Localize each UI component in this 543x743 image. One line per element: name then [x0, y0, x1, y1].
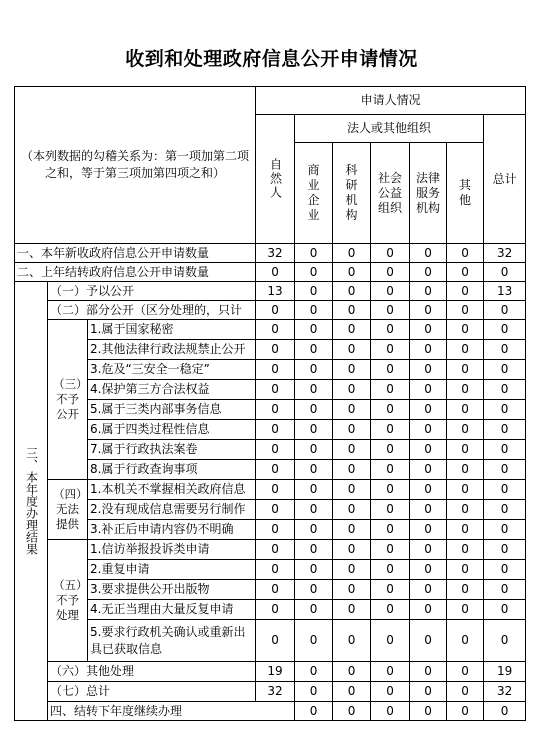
cell-business: 0: [295, 420, 333, 440]
cell-public-welfare: 0: [371, 282, 410, 301]
table-row: [15, 400, 526, 420]
cell-legal-service: 0: [410, 340, 447, 360]
cell-total: 0: [484, 360, 526, 380]
cell-natural-person: 0: [256, 380, 295, 400]
cell-business: 0: [295, 360, 333, 380]
table-row: [15, 340, 526, 360]
row-label: 四、结转下年度继续办理: [48, 702, 295, 721]
header-legal-entity: 法人或其他组织: [295, 115, 484, 143]
cell-total: 0: [484, 620, 526, 662]
cell-legal-service: 0: [410, 500, 447, 520]
table-row: [15, 380, 526, 400]
cell-public-welfare: 0: [371, 263, 410, 282]
cell-research: 0: [371, 702, 410, 721]
row-label: 5.属于三类内部事务信息: [88, 400, 256, 420]
cell-research: 0: [333, 560, 371, 580]
cell-total: 0: [484, 460, 526, 480]
cell-total: 0: [484, 540, 526, 560]
cell-research: 0: [333, 460, 371, 480]
table-row: [15, 682, 526, 702]
cell-research: 0: [333, 320, 371, 340]
row-label: 2.没有现成信息需要另行制作: [88, 500, 256, 520]
table-row: [15, 702, 526, 721]
cell-total: 13: [484, 282, 526, 301]
row-label: 1.本机关不掌握相关政府信息: [88, 480, 256, 500]
cell-business: 0: [295, 440, 333, 460]
cell-research: 0: [333, 301, 371, 320]
cell-public-welfare: 0: [371, 380, 410, 400]
row-label: 4.无正当理由大量反复申请: [88, 600, 256, 620]
table-row: [15, 420, 526, 440]
cell-other: 0: [447, 360, 484, 380]
cell-total: 0: [484, 440, 526, 460]
cell-legal-service: 0: [410, 320, 447, 340]
cell-natural-person: 0: [256, 320, 295, 340]
cell-natural-person: 0: [256, 420, 295, 440]
table-row: [15, 460, 526, 480]
cell-research: 0: [333, 682, 371, 702]
table-row: [15, 244, 526, 263]
cell-natural-person: 0: [256, 500, 295, 520]
cell-natural-person: 0: [295, 702, 333, 721]
row-label: 6.属于四类过程性信息: [88, 420, 256, 440]
cell-natural-person: 0: [256, 301, 295, 320]
cell-total: 0: [484, 480, 526, 500]
cell-other: 0: [447, 301, 484, 320]
cell-other: 0: [447, 244, 484, 263]
cell-total: 0: [484, 580, 526, 600]
row-label: （七）总计: [48, 682, 256, 702]
table-row: [15, 620, 526, 662]
row-label: 2.其他法律行政法规禁止公开: [88, 340, 256, 360]
row-label: （六）其他处理: [48, 662, 256, 682]
cell-other: 0: [447, 620, 484, 662]
table-row: [15, 662, 526, 682]
cell-business: 0: [295, 600, 333, 620]
cell-business: 0: [295, 682, 333, 702]
table-row: [15, 360, 526, 380]
header-note: （本列数据的勾稽关系为：第一项加第二项之和，等于第三项加第四项之和）: [15, 87, 256, 244]
table-row: [15, 560, 526, 580]
cell-legal-service: 0: [410, 480, 447, 500]
cell-legal-service: 0: [410, 301, 447, 320]
header-natural-person: 自然人: [256, 115, 295, 244]
cell-natural-person: 0: [256, 560, 295, 580]
cell-legal-service: 0: [410, 682, 447, 702]
page-title: 收到和处理政府信息公开申请情况: [125, 48, 418, 70]
row-label: 8.属于行政查询事项: [88, 460, 256, 480]
cell-business: 0: [295, 540, 333, 560]
cell-research: 0: [333, 244, 371, 263]
row-label: 一、本年新收政府信息公开申请数量: [15, 244, 256, 263]
header-applicant: 申请人情况: [256, 87, 526, 115]
cell-public-welfare: 0: [371, 320, 410, 340]
cell-total: 0: [484, 500, 526, 520]
cell-total: 0: [484, 320, 526, 340]
cell-public-welfare: 0: [371, 301, 410, 320]
cell-business: 0: [295, 500, 333, 520]
cell-public-welfare: 0: [371, 440, 410, 460]
cell-research: 0: [333, 620, 371, 662]
section-3-label: 三、本年度办理结果: [15, 282, 48, 721]
cell-legal-service: 0: [410, 662, 447, 682]
row-label: 7.属于行政执法案卷: [88, 440, 256, 460]
cell-business: 0: [295, 244, 333, 263]
cell-other: 0: [447, 340, 484, 360]
table-row: [15, 320, 526, 340]
cell-natural-person: 0: [256, 360, 295, 380]
cell-business: 0: [295, 520, 333, 540]
cell-total: 0: [484, 301, 526, 320]
cell-legal-service: 0: [447, 702, 484, 721]
cell-legal-service: 0: [410, 360, 447, 380]
cell-public-welfare: 0: [371, 682, 410, 702]
cell-other: 0: [447, 682, 484, 702]
row-label: （二）部分公开（区分处理的，只计: [48, 301, 256, 320]
cell-other: 0: [447, 600, 484, 620]
cell-public-welfare: 0: [371, 420, 410, 440]
table-row: [15, 500, 526, 520]
cell-legal-service: 0: [410, 420, 447, 440]
cell-other: 0: [447, 500, 484, 520]
group-5-label: （五）不予处理: [48, 540, 88, 662]
cell-public-welfare: 0: [371, 662, 410, 682]
cell-other: 0: [484, 702, 526, 721]
cell-natural-person: 0: [256, 440, 295, 460]
cell-research: 0: [333, 380, 371, 400]
cell-natural-person: 0: [256, 620, 295, 662]
cell-total: 0: [484, 400, 526, 420]
cell-other: 0: [447, 420, 484, 440]
cell-legal-service: 0: [410, 580, 447, 600]
cell-public-welfare: 0: [371, 600, 410, 620]
cell-natural-person: 0: [256, 600, 295, 620]
table-row: [15, 580, 526, 600]
cell-other: 0: [447, 460, 484, 480]
cell-natural-person: 0: [256, 400, 295, 420]
cell-public-welfare: 0: [371, 580, 410, 600]
cell-legal-service: 0: [410, 440, 447, 460]
cell-total: 0: [484, 560, 526, 580]
table-row: [15, 480, 526, 500]
row-label: 4.保护第三方合法权益: [88, 380, 256, 400]
table-row: [15, 301, 526, 320]
cell-public-welfare: 0: [371, 340, 410, 360]
table-row: [15, 600, 526, 620]
row-label: 二、上年结转政府信息公开申请数量: [15, 263, 256, 282]
cell-research: 0: [333, 440, 371, 460]
cell-natural-person: 0: [256, 340, 295, 360]
cell-natural-person: 0: [256, 520, 295, 540]
cell-legal-service: 0: [410, 244, 447, 263]
row-label: 5.要求行政机关确认或重新出具已获取信息: [88, 620, 256, 662]
cell-research: 0: [333, 500, 371, 520]
cell-other: 0: [447, 480, 484, 500]
cell-public-welfare: 0: [371, 620, 410, 662]
cell-total: 0: [484, 600, 526, 620]
cell-public-welfare: 0: [371, 360, 410, 380]
cell-natural-person: 0: [256, 263, 295, 282]
header-total: 总计: [484, 115, 526, 244]
header-col-legal-service: 法律服务机构: [410, 143, 447, 244]
cell-legal-service: 0: [410, 540, 447, 560]
cell-legal-service: 0: [410, 600, 447, 620]
cell-other: 0: [447, 380, 484, 400]
cell-research: 0: [333, 360, 371, 380]
cell-other: 0: [447, 520, 484, 540]
cell-legal-service: 0: [410, 400, 447, 420]
cell-legal-service: 0: [410, 282, 447, 301]
cell-legal-service: 0: [410, 560, 447, 580]
cell-other: 0: [447, 263, 484, 282]
cell-total: 0: [484, 520, 526, 540]
cell-business: 0: [295, 301, 333, 320]
cell-research: 0: [333, 263, 371, 282]
cell-business: 0: [295, 380, 333, 400]
cell-public-welfare: 0: [371, 500, 410, 520]
cell-public-welfare: 0: [371, 244, 410, 263]
cell-research: 0: [333, 580, 371, 600]
cell-other: 0: [447, 580, 484, 600]
cell-other: 0: [447, 400, 484, 420]
cell-business: 0: [295, 282, 333, 301]
cell-public-welfare: 0: [371, 480, 410, 500]
cell-public-welfare: 0: [371, 460, 410, 480]
header-col-public-welfare: 社会公益组织: [371, 143, 410, 244]
cell-business: 0: [295, 580, 333, 600]
table-row: [15, 282, 526, 301]
cell-natural-person: 0: [256, 580, 295, 600]
cell-research: 0: [333, 340, 371, 360]
row-label: 1.属于国家秘密: [88, 320, 256, 340]
row-label: 3.危及“三安全一稳定”: [88, 360, 256, 380]
table-row: [15, 540, 526, 560]
cell-business: 0: [295, 400, 333, 420]
cell-business: 0: [295, 480, 333, 500]
cell-natural-person: 19: [256, 662, 295, 682]
cell-public-welfare: 0: [371, 400, 410, 420]
cell-legal-service: 0: [410, 460, 447, 480]
cell-natural-person: 0: [256, 480, 295, 500]
cell-research: 0: [333, 600, 371, 620]
cell-total: 0: [484, 263, 526, 282]
table-row: [15, 520, 526, 540]
cell-other: 0: [447, 320, 484, 340]
cell-natural-person: 13: [256, 282, 295, 301]
cell-research: 0: [333, 400, 371, 420]
header-col-research: 科研机构: [333, 143, 371, 244]
cell-total: 0: [484, 340, 526, 360]
row-label: 3.补正后申请内容仍不明确: [88, 520, 256, 540]
cell-other: 0: [447, 440, 484, 460]
cell-natural-person: 0: [256, 460, 295, 480]
cell-natural-person: 0: [256, 540, 295, 560]
cell-other: 0: [447, 540, 484, 560]
group-3-label: （三）不予公开: [48, 320, 88, 480]
cell-total: 32: [484, 682, 526, 702]
cell-public-welfare: 0: [371, 560, 410, 580]
header-col-business: 商业企业: [295, 143, 333, 244]
row-label: 1.信访举报投诉类申请: [88, 540, 256, 560]
row-label: 2.重复申请: [88, 560, 256, 580]
cell-other: 0: [447, 560, 484, 580]
cell-total: 19: [484, 662, 526, 682]
cell-legal-service: 0: [410, 380, 447, 400]
cell-research: 0: [333, 520, 371, 540]
table-row: [15, 440, 526, 460]
cell-business: 0: [295, 460, 333, 480]
cell-business: 0: [295, 320, 333, 340]
row-label: （一）予以公开: [48, 282, 256, 301]
cell-research: 0: [333, 480, 371, 500]
row-label: 3.要求提供公开出版物: [88, 580, 256, 600]
table-row: [15, 263, 526, 282]
cell-natural-person: 32: [256, 244, 295, 263]
cell-research: 0: [333, 662, 371, 682]
cell-business: 0: [295, 560, 333, 580]
cell-legal-service: 0: [410, 520, 447, 540]
cell-public-welfare: 0: [371, 540, 410, 560]
group-4-label: （四）无法提供: [48, 480, 88, 540]
cell-total: 0: [484, 380, 526, 400]
header-col-other: 其他: [447, 143, 484, 244]
cell-other: 0: [447, 662, 484, 682]
cell-research: 0: [333, 540, 371, 560]
cell-other: 0: [447, 282, 484, 301]
cell-business: 0: [333, 702, 371, 721]
cell-business: 0: [295, 662, 333, 682]
cell-total: 0: [484, 420, 526, 440]
cell-business: 0: [295, 340, 333, 360]
cell-public-welfare: 0: [371, 520, 410, 540]
cell-business: 0: [295, 620, 333, 662]
disclosure-table: [14, 86, 526, 721]
cell-research: 0: [333, 282, 371, 301]
cell-legal-service: 0: [410, 620, 447, 662]
cell-public-welfare: 0: [410, 702, 447, 721]
cell-total: 32: [484, 244, 526, 263]
cell-business: 0: [295, 263, 333, 282]
cell-research: 0: [333, 420, 371, 440]
cell-legal-service: 0: [410, 263, 447, 282]
cell-natural-person: 32: [256, 682, 295, 702]
